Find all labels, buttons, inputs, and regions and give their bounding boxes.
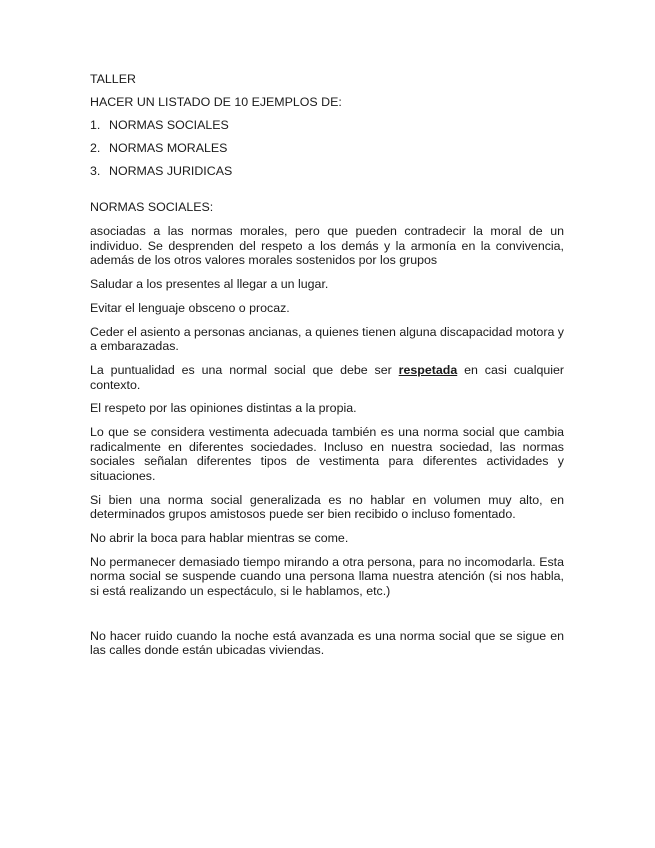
example-paragraph	[90, 363, 564, 392]
example-paragraph: Ceder el asiento a personas ancianas, a quienes tienen alguna discapacidad motora y a embarazadas.	[90, 324, 564, 354]
example-paragraph: No hacer ruido cuando la noche está avanzada es una norma social que se sigue en las calles donde están ubicadas viviendas.	[90, 628, 564, 658]
example-paragraph: El respeto por las opiniones distintas a la propia.	[90, 401, 357, 416]
list-text: NORMAS JURIDICAS	[109, 164, 233, 178]
section-intro: asociadas a las normas morales, pero que pueden contradecir la moral de un individuo. Se desprenden del respeto a los demás y la armonía en la convivencia, además de los otros valores morales sostenidos por los grupos	[90, 224, 564, 268]
document-title: TALLER	[90, 72, 136, 86]
list-number: 1.	[90, 118, 101, 132]
example-paragraph: No permanecer demasiado tiempo mirando a otra persona, para no incomodarla. Esta norma social se suspende cuando una persona llama nuestra atención (si nos habla, si está realizando un espectáculo, si le hablamos, etc.)	[90, 554, 564, 598]
example-paragraph: No abrir la boca para hablar mientras se come.	[90, 530, 349, 545]
instruction-line: HACER UN LISTADO DE 10 EJEMPLOS DE:	[90, 95, 342, 109]
list-item	[90, 118, 564, 133]
list-item	[90, 141, 564, 156]
section-title: NORMAS SOCIALES:	[90, 200, 214, 214]
example-text: La puntualidad es una normal social que debe ser	[90, 362, 399, 377]
example-text: en casi cualquier contexto.	[90, 362, 564, 392]
list-text: NORMAS SOCIALES	[109, 118, 229, 132]
example-paragraph: Lo que se considera vestimenta adecuada también es una norma social que cambia radicalmente en diferentes sociedades. Incluso en nuestra sociedad, las normas sociales señalan diferentes tipos de vestimenta para diferentes actividades y situaciones.	[90, 425, 564, 483]
list-item	[90, 164, 564, 179]
document-page	[90, 72, 564, 667]
list-number: 3.	[90, 164, 101, 178]
emphasized-word: respetada	[398, 362, 458, 377]
list-text: NORMAS MORALES	[109, 141, 228, 155]
example-paragraph: Saludar a los presentes al llegar a un lugar.	[90, 276, 329, 291]
example-paragraph: Evitar el lenguaje obsceno o procaz.	[90, 300, 290, 315]
blank-space	[90, 608, 564, 629]
example-paragraph: Si bien una norma social generalizada es no hablar en volumen muy alto, en determinados grupos amistosos puede ser bien recibido o incluso fomentado.	[90, 492, 564, 522]
header-block	[90, 72, 564, 179]
list-number: 2.	[90, 141, 101, 155]
